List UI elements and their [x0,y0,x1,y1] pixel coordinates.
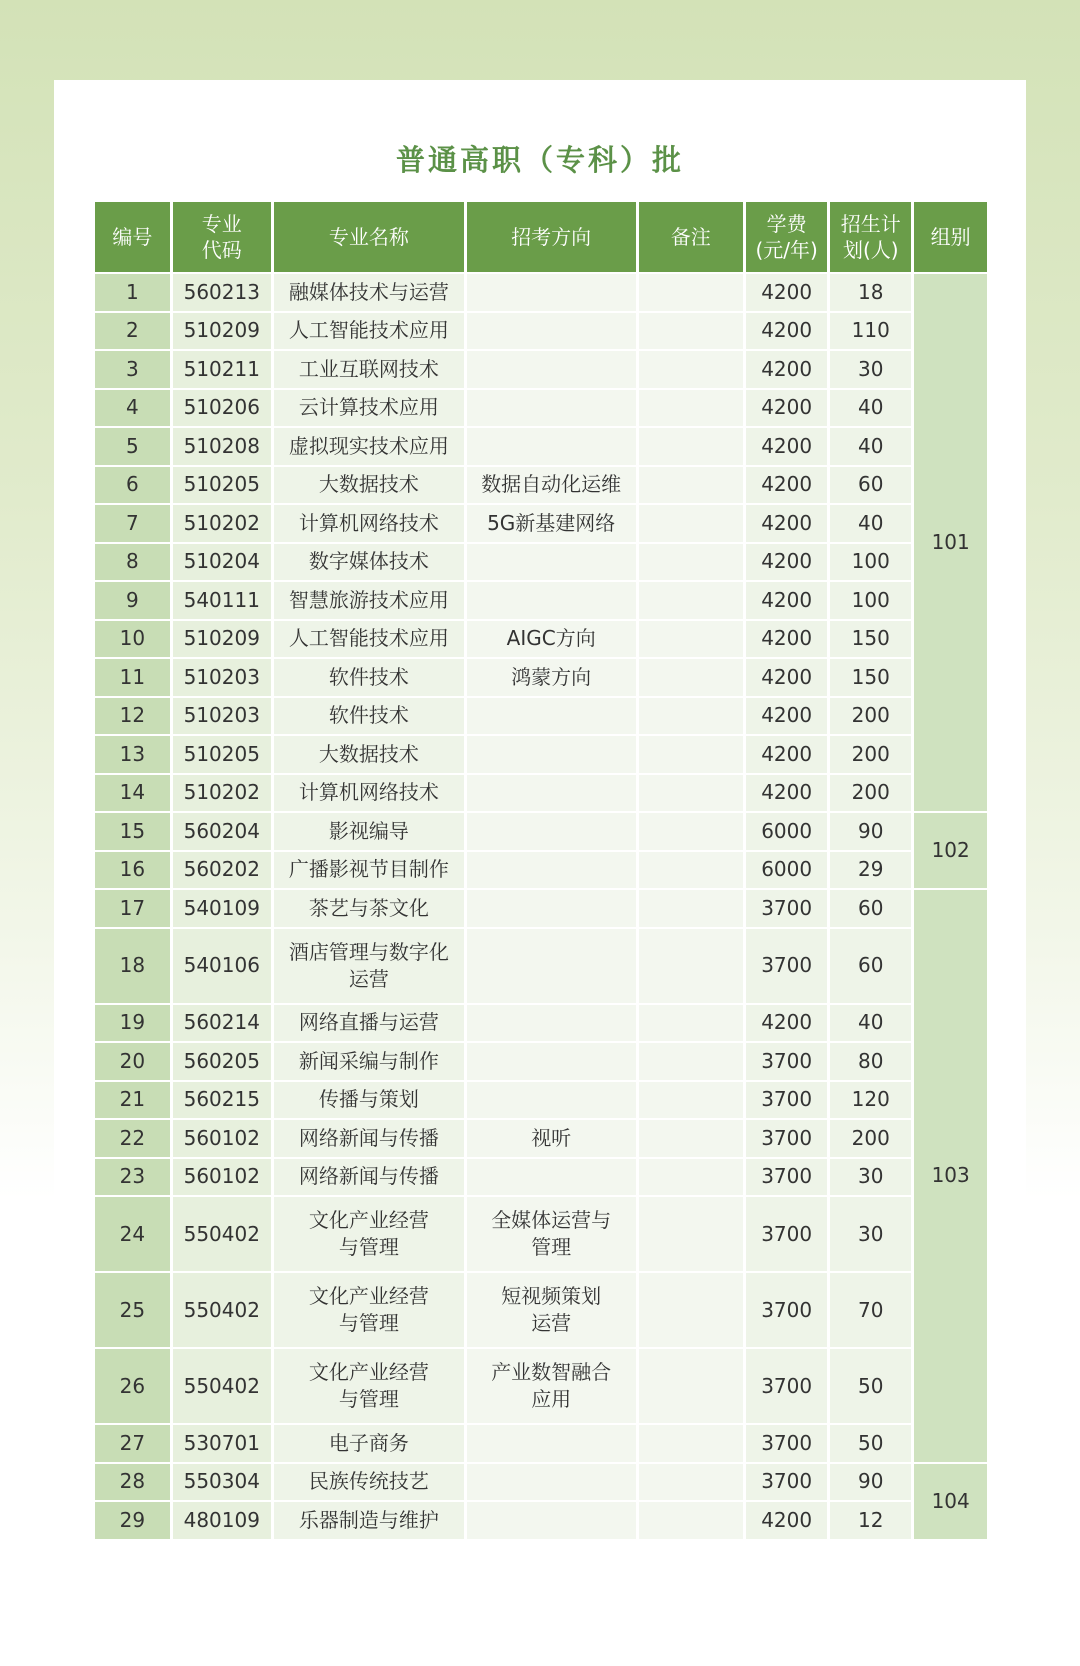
enrollment-direction-cell: 5G新基建网络 [467,505,636,544]
enrollment-direction-cell: AIGC方向 [467,621,636,660]
tuition-fee-cell: 6000 [746,813,827,852]
row-number-cell: 12 [95,698,170,737]
major-code-cell: 560202 [173,852,271,891]
enrollment-plan-cell: 40 [830,1005,911,1044]
row-number-cell: 9 [95,582,170,621]
major-code-cell: 510209 [173,621,271,660]
tuition-fee-cell: 4200 [746,698,827,737]
tuition-fee-cell: 4200 [746,390,827,429]
table-row [95,621,987,660]
row-number-cell: 20 [95,1043,170,1082]
tuition-fee-cell: 4200 [746,1005,827,1044]
note-cell [639,659,744,698]
note-cell [639,736,744,775]
major-code-cell: 510206 [173,390,271,429]
row-number-cell: 19 [95,1005,170,1044]
group-cell: 101 [914,274,987,813]
enrollment-direction-cell [467,698,636,737]
enrollment-plan-cell: 200 [830,698,911,737]
major-name-cell: 乐器制造与维护 [274,1502,464,1541]
major-code-cell: 530701 [173,1425,271,1464]
tuition-fee-cell: 4200 [746,582,827,621]
enrollment-direction-cell [467,736,636,775]
tuition-fee-cell: 4200 [746,775,827,814]
tuition-fee-cell: 4200 [746,428,827,467]
major-name-cell: 网络新闻与传播 [274,1159,464,1198]
major-name-cell: 传播与策划 [274,1082,464,1121]
major-name-cell: 酒店管理与数字化 运营 [274,929,464,1005]
major-code-cell: 510202 [173,775,271,814]
major-code-cell: 510203 [173,698,271,737]
table-row [95,736,987,775]
note-cell [639,1425,744,1464]
note-cell [639,544,744,583]
tuition-fee-cell: 3700 [746,890,827,929]
enrollment-plan-cell: 50 [830,1425,911,1464]
header-number: 编号 [95,202,170,274]
note-cell [639,428,744,467]
major-code-cell: 560214 [173,1005,271,1044]
tuition-fee-cell: 4200 [746,736,827,775]
tuition-fee-cell: 3700 [746,1273,827,1349]
row-number-cell: 8 [95,544,170,583]
major-code-cell: 560102 [173,1120,271,1159]
enrollment-table [92,202,990,1541]
table-row [95,505,987,544]
note-cell [639,852,744,891]
enrollment-plan-cell: 50 [830,1349,911,1425]
table-row [95,929,987,1005]
major-name-cell: 文化产业经营 与管理 [274,1349,464,1425]
major-name-cell: 数字媒体技术 [274,544,464,583]
tuition-fee-cell: 3700 [746,1120,827,1159]
note-cell [639,621,744,660]
note-cell [639,351,744,390]
major-code-cell: 560204 [173,813,271,852]
enrollment-plan-cell: 150 [830,659,911,698]
header-direction: 招考方向 [467,202,636,274]
note-cell [639,313,744,352]
tuition-fee-cell: 4200 [746,467,827,506]
major-code-cell: 510208 [173,428,271,467]
major-code-cell: 510205 [173,736,271,775]
tuition-fee-cell: 3700 [746,1159,827,1198]
note-cell [639,1464,744,1503]
major-code-cell: 550402 [173,1273,271,1349]
note-cell [639,390,744,429]
table-header-row [95,202,987,274]
major-code-cell: 560215 [173,1082,271,1121]
group-cell: 102 [914,813,987,890]
major-name-cell: 计算机网络技术 [274,775,464,814]
tuition-fee-cell: 4200 [746,1502,827,1541]
header-plan: 招生计 划(人) [830,202,911,274]
major-name-cell: 大数据技术 [274,736,464,775]
enrollment-direction-cell [467,890,636,929]
major-name-cell: 电子商务 [274,1425,464,1464]
major-name-cell: 文化产业经营 与管理 [274,1197,464,1273]
major-name-cell: 计算机网络技术 [274,505,464,544]
table-row [95,1197,987,1273]
enrollment-plan-cell: 200 [830,736,911,775]
tuition-fee-cell: 6000 [746,852,827,891]
major-name-cell: 影视编导 [274,813,464,852]
table-row [95,1005,987,1044]
enrollment-direction-cell [467,852,636,891]
tuition-fee-cell: 3700 [746,1425,827,1464]
header-fee: 学费 (元/年) [746,202,827,274]
major-code-cell: 550402 [173,1349,271,1425]
major-name-cell: 融媒体技术与运营 [274,274,464,313]
row-number-cell: 6 [95,467,170,506]
major-name-cell: 软件技术 [274,698,464,737]
enrollment-plan-cell: 90 [830,813,911,852]
note-cell [639,929,744,1005]
major-name-cell: 文化产业经营 与管理 [274,1273,464,1349]
table-row [95,659,987,698]
enrollment-plan-cell: 60 [830,929,911,1005]
row-number-cell: 13 [95,736,170,775]
row-number-cell: 5 [95,428,170,467]
table-row [95,890,987,929]
note-cell [639,467,744,506]
table-row [95,1425,987,1464]
enrollment-direction-cell [467,428,636,467]
enrollment-direction-cell [467,1464,636,1503]
tuition-fee-cell: 4200 [746,621,827,660]
row-number-cell: 4 [95,390,170,429]
enrollment-direction-cell [467,775,636,814]
major-name-cell: 大数据技术 [274,467,464,506]
table-row [95,1082,987,1121]
table-row [95,467,987,506]
enrollment-direction-cell [467,274,636,313]
row-number-cell: 15 [95,813,170,852]
group-cell: 104 [914,1464,987,1541]
row-number-cell: 18 [95,929,170,1005]
table-row [95,1120,987,1159]
major-name-cell: 智慧旅游技术应用 [274,582,464,621]
row-number-cell: 28 [95,1464,170,1503]
enrollment-plan-cell: 100 [830,544,911,583]
enrollment-direction-cell [467,1043,636,1082]
tuition-fee-cell: 3700 [746,1082,827,1121]
header-note: 备注 [639,202,744,274]
enrollment-direction-cell [467,813,636,852]
enrollment-direction-cell [467,1159,636,1198]
table-row [95,351,987,390]
major-name-cell: 人工智能技术应用 [274,313,464,352]
enrollment-plan-cell: 40 [830,505,911,544]
note-cell [639,1005,744,1044]
major-name-cell: 软件技术 [274,659,464,698]
row-number-cell: 11 [95,659,170,698]
enrollment-direction-cell [467,1502,636,1541]
enrollment-plan-cell: 200 [830,775,911,814]
table-row [95,1043,987,1082]
note-cell [639,775,744,814]
row-number-cell: 27 [95,1425,170,1464]
major-code-cell: 540111 [173,582,271,621]
page-title: 普通高职（专科）批 [395,143,684,177]
major-name-cell: 云计算技术应用 [274,390,464,429]
enrollment-plan-cell: 80 [830,1043,911,1082]
enrollment-plan-cell: 29 [830,852,911,891]
row-number-cell: 22 [95,1120,170,1159]
enrollment-direction-cell [467,1082,636,1121]
major-code-cell: 510202 [173,505,271,544]
row-number-cell: 3 [95,351,170,390]
major-code-cell: 540109 [173,890,271,929]
major-code-cell: 480109 [173,1502,271,1541]
row-number-cell: 1 [95,274,170,313]
tuition-fee-cell: 4200 [746,659,827,698]
enrollment-direction-cell: 短视频策划 运营 [467,1273,636,1349]
enrollment-direction-cell [467,929,636,1005]
table-row [95,313,987,352]
tuition-fee-cell: 3700 [746,929,827,1005]
major-name-cell: 广播影视节目制作 [274,852,464,891]
major-code-cell: 510204 [173,544,271,583]
note-cell [639,1082,744,1121]
major-name-cell: 新闻采编与制作 [274,1043,464,1082]
table-row [95,1502,987,1541]
enrollment-direction-cell [467,582,636,621]
major-code-cell: 550304 [173,1464,271,1503]
enrollment-plan-cell: 120 [830,1082,911,1121]
tuition-fee-cell: 3700 [746,1043,827,1082]
row-number-cell: 29 [95,1502,170,1541]
tuition-fee-cell: 3700 [746,1349,827,1425]
note-cell [639,813,744,852]
row-number-cell: 23 [95,1159,170,1198]
enrollment-plan-cell: 100 [830,582,911,621]
table-row [95,852,987,891]
table-row [95,1273,987,1349]
major-code-cell: 560102 [173,1159,271,1198]
major-code-cell: 510205 [173,467,271,506]
row-number-cell: 21 [95,1082,170,1121]
enrollment-plan-cell: 30 [830,351,911,390]
row-number-cell: 17 [95,890,170,929]
enrollment-direction-cell [467,544,636,583]
table-row [95,698,987,737]
row-number-cell: 25 [95,1273,170,1349]
enrollment-direction-cell [467,390,636,429]
table-row [95,813,987,852]
major-name-cell: 网络新闻与传播 [274,1120,464,1159]
table-row [95,582,987,621]
tuition-fee-cell: 4200 [746,505,827,544]
major-name-cell: 民族传统技艺 [274,1464,464,1503]
table-row [95,775,987,814]
enrollment-plan-cell: 40 [830,390,911,429]
table-row [95,274,987,313]
major-code-cell: 550402 [173,1197,271,1273]
enrollment-plan-cell: 30 [830,1197,911,1273]
note-cell [639,1043,744,1082]
tuition-fee-cell: 4200 [746,351,827,390]
tuition-fee-cell: 4200 [746,274,827,313]
group-cell: 103 [914,890,987,1464]
table-row [95,1159,987,1198]
table-body [95,274,987,1541]
header-major-name: 专业名称 [274,202,464,274]
major-code-cell: 560205 [173,1043,271,1082]
note-cell [639,582,744,621]
note-cell [639,1159,744,1198]
enrollment-plan-cell: 30 [830,1159,911,1198]
major-name-cell: 虚拟现实技术应用 [274,428,464,467]
note-cell [639,698,744,737]
tuition-fee-cell: 4200 [746,313,827,352]
header-code: 专业 代码 [173,202,271,274]
major-name-cell: 网络直播与运营 [274,1005,464,1044]
table-row [95,390,987,429]
enrollment-plan-cell: 40 [830,428,911,467]
enrollment-direction-cell: 全媒体运营与 管理 [467,1197,636,1273]
note-cell [639,1502,744,1541]
major-name-cell: 工业互联网技术 [274,351,464,390]
major-code-cell: 510211 [173,351,271,390]
major-code-cell: 560213 [173,274,271,313]
note-cell [639,1120,744,1159]
enrollment-direction-cell [467,1005,636,1044]
note-cell [639,505,744,544]
table-row [95,428,987,467]
tuition-fee-cell: 3700 [746,1197,827,1273]
major-code-cell: 510203 [173,659,271,698]
tuition-fee-cell: 4200 [746,544,827,583]
enrollment-plan-cell: 150 [830,621,911,660]
table-row [95,544,987,583]
enrollment-direction-cell [467,1425,636,1464]
major-code-cell: 540106 [173,929,271,1005]
note-cell [639,1349,744,1425]
row-number-cell: 2 [95,313,170,352]
note-cell [639,1273,744,1349]
major-code-cell: 510209 [173,313,271,352]
enrollment-plan-cell: 60 [830,890,911,929]
enrollment-plan-cell: 200 [830,1120,911,1159]
enrollment-direction-cell [467,351,636,390]
row-number-cell: 7 [95,505,170,544]
note-cell [639,890,744,929]
note-cell [639,274,744,313]
row-number-cell: 14 [95,775,170,814]
major-name-cell: 人工智能技术应用 [274,621,464,660]
major-name-cell: 茶艺与茶文化 [274,890,464,929]
table-row [95,1349,987,1425]
row-number-cell: 16 [95,852,170,891]
enrollment-direction-cell [467,313,636,352]
note-cell [639,1197,744,1273]
enrollment-direction-cell: 数据自动化运维 [467,467,636,506]
enrollment-plan-cell: 12 [830,1502,911,1541]
enrollment-direction-cell: 产业数智融合 应用 [467,1349,636,1425]
enrollment-direction-cell: 鸿蒙方向 [467,659,636,698]
row-number-cell: 24 [95,1197,170,1273]
row-number-cell: 10 [95,621,170,660]
table-row [95,1464,987,1503]
enrollment-plan-cell: 110 [830,313,911,352]
header-group: 组别 [914,202,987,274]
enrollment-plan-cell: 90 [830,1464,911,1503]
row-number-cell: 26 [95,1349,170,1425]
enrollment-direction-cell: 视听 [467,1120,636,1159]
tuition-fee-cell: 3700 [746,1464,827,1503]
enrollment-plan-cell: 70 [830,1273,911,1349]
enrollment-plan-cell: 18 [830,274,911,313]
enrollment-plan-cell: 60 [830,467,911,506]
